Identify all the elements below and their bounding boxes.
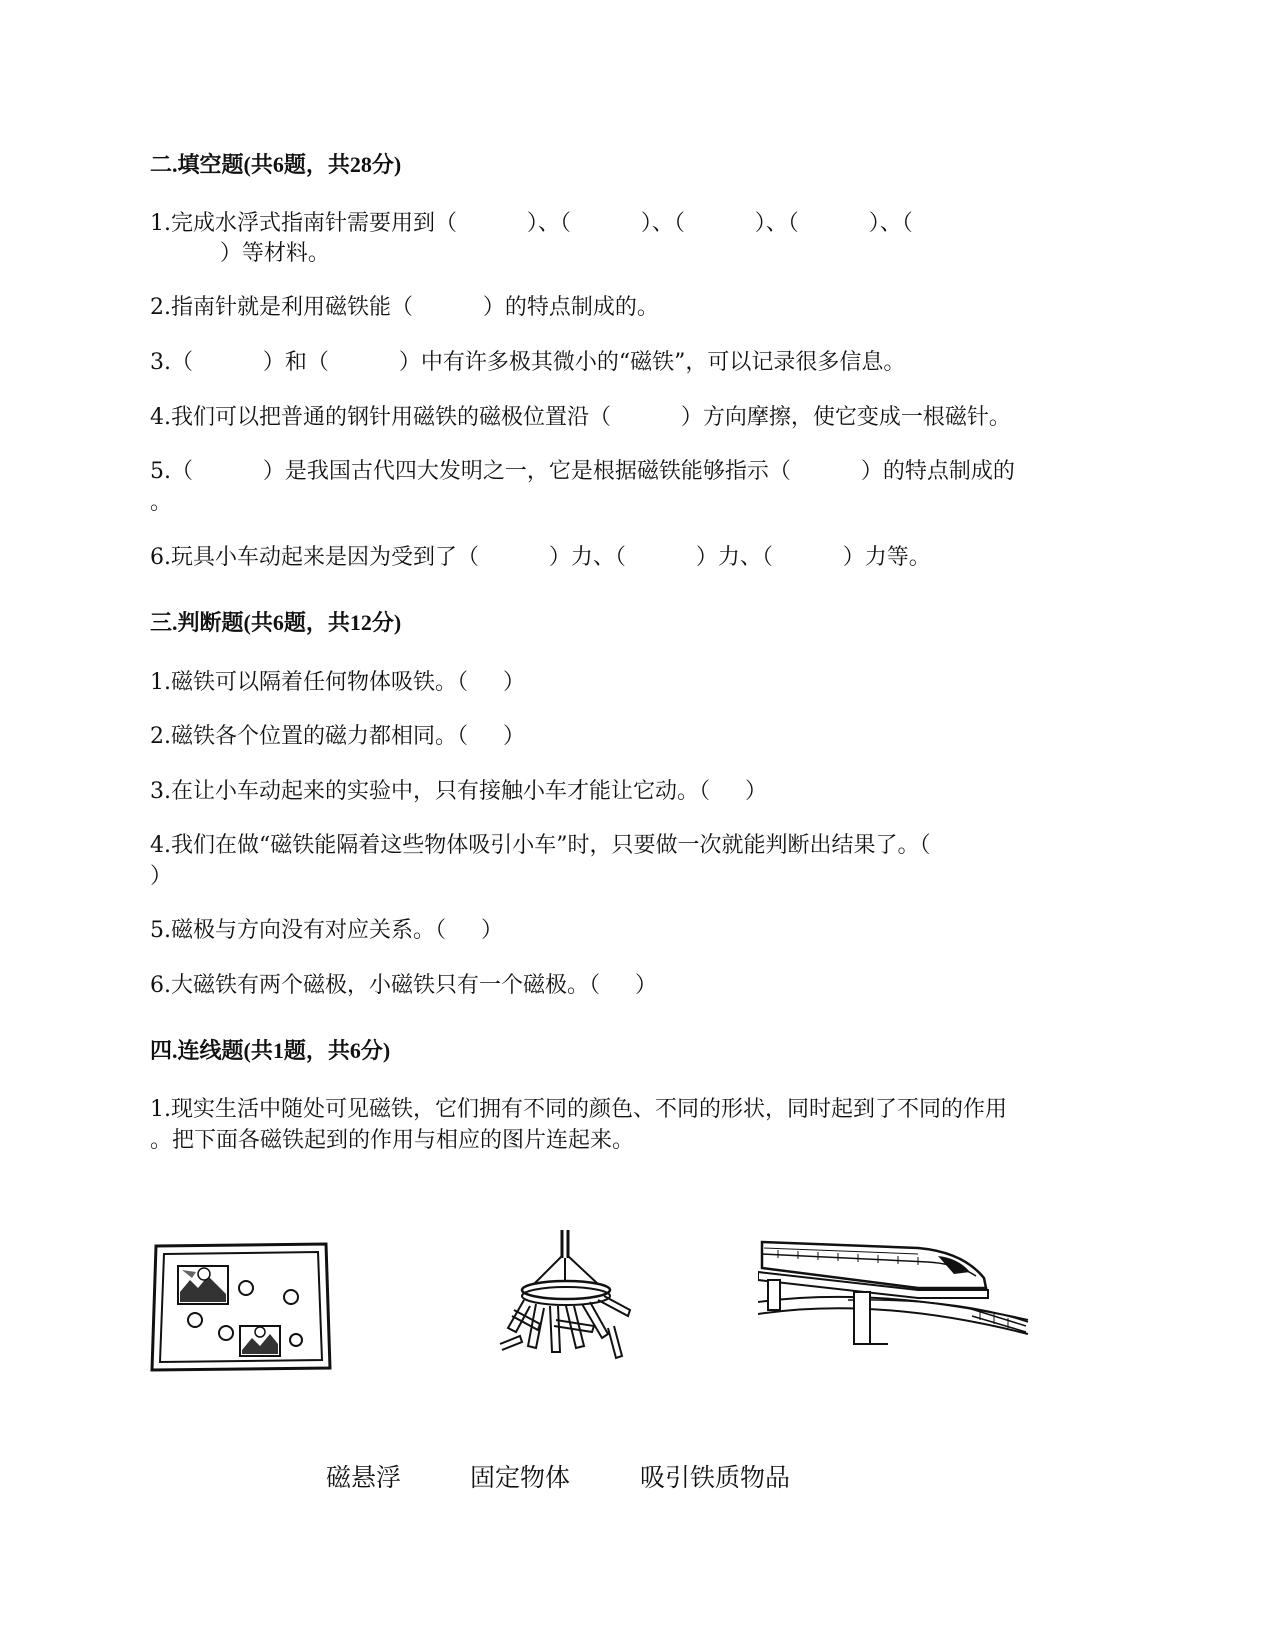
tf-question-4-line-2: ） xyxy=(150,864,173,889)
fill-question-6: 6.玩具小车动起来是因为受到了（ ）力、（ ）力、（ ）力等。 xyxy=(150,545,931,570)
fill-question-1-line-1: 1.完成水浮式指南针需要用到（ ）、（ ）、（ ）、（ ）、（ xyxy=(150,211,913,236)
match-option-maglev: 磁悬浮 xyxy=(326,1463,402,1492)
tf-question-1: 1.磁铁可以隔着任何物体吸铁。（ ） xyxy=(150,670,525,695)
section-heading-true-false: 三.判断题(共6题，共12分) xyxy=(150,610,402,635)
fill-question-4: 4.我们可以把普通的钢针用磁铁的磁极位置沿（ ）方向摩擦，使它变成一根磁针。 xyxy=(150,405,1011,430)
match-question-1-line-2: 。把下面各磁铁起到的作用与相应的图片连起来。 xyxy=(150,1128,635,1153)
fill-question-1-line-2: ）等材料。 xyxy=(150,241,330,266)
maglev-train-figure xyxy=(758,1228,1030,1352)
fill-question-5-line-2: 。 xyxy=(150,490,173,515)
section-heading-fill-blank: 二.填空题(共6题，共28分) xyxy=(150,152,402,177)
crane-magnet-figure xyxy=(490,1228,650,1364)
match-option-fix-objects: 固定物体 xyxy=(470,1463,571,1492)
tf-question-6: 6.大磁铁有两个磁极，小磁铁只有一个磁极。（ ） xyxy=(150,973,657,998)
match-option-attract-iron: 吸引铁质物品 xyxy=(640,1463,791,1492)
fill-question-2: 2.指南针就是利用磁铁能（ ）的特点制成的。 xyxy=(150,295,659,320)
tf-question-5: 5.磁极与方向没有对应关系。（ ） xyxy=(150,918,503,943)
tf-question-3: 3.在让小车动起来的实验中，只有接触小车才能让它动。（ ） xyxy=(150,779,767,804)
section-heading-matching: 四.连线题(共1题，共6分) xyxy=(150,1038,391,1063)
whiteboard-figure xyxy=(148,1240,334,1376)
tf-question-4-line-1: 4.我们在做“磁铁能隔着这些物体吸引小车”时，只要做一次就能判断出结果了。（ xyxy=(150,833,931,858)
match-question-1-line-1: 1.现实生活中随处可见磁铁，它们拥有不同的颜色、不同的形状，同时起到了不同的作用 xyxy=(150,1097,1007,1122)
fill-question-3: 3.（ ）和（ ）中有许多极其微小的“磁铁”，可以记录很多信息。 xyxy=(150,350,906,375)
fill-question-5-line-1: 5.（ ）是我国古代四大发明之一，它是根据磁铁能够指示（ ）的特点制成的 xyxy=(150,459,1015,484)
tf-question-2: 2.磁铁各个位置的磁力都相同。（ ） xyxy=(150,724,525,749)
